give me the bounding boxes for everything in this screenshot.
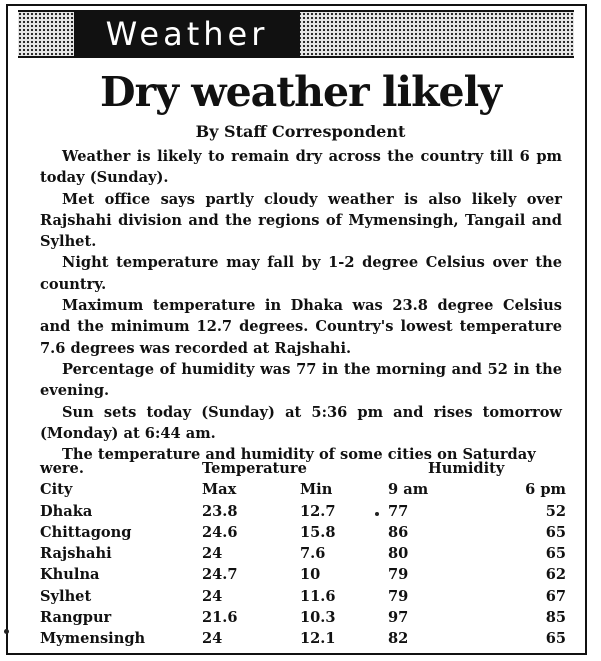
column-header: City [40, 481, 73, 499]
print-speck [4, 629, 9, 634]
city-cell: Khulna [40, 566, 100, 584]
byline: By Staff Correspondent [195, 122, 406, 141]
paragraph: Sun sets today (Sunday) at 5:36 pm and rises tomorrow (Monday) at 6:44 am. [40, 403, 562, 442]
city-cell: Mymensingh [40, 630, 146, 648]
min-cell: 12.1 [300, 630, 336, 648]
min-cell: 11.6 [300, 587, 336, 605]
pm-cell: 65 [545, 545, 566, 563]
min-cell: 12.7 [300, 502, 336, 520]
max-cell: 24 [202, 587, 223, 605]
pm-cell: 65 [545, 630, 566, 648]
article-body [40, 146, 562, 465]
table-row [40, 628, 566, 649]
paragraph: Maximum temperature in Dhaka was 23.8 degree Celsius and the minimum 12.7 degrees. Country's lowest temperature 7.6 degrees was recorded at Rajshahi. [40, 297, 562, 357]
table-row [40, 564, 566, 585]
table-row [40, 501, 566, 522]
am-cell: 77 [388, 502, 409, 520]
print-speck [375, 512, 379, 516]
table-row [40, 586, 566, 607]
city-cell: Dhaka [40, 502, 93, 520]
column-header: 9 am [388, 481, 429, 499]
column-header: Max [202, 481, 237, 499]
pm-cell: 52 [545, 502, 566, 520]
pm-cell: 85 [545, 609, 566, 627]
pm-cell: 62 [545, 566, 566, 584]
max-cell: 24 [202, 630, 223, 648]
am-cell: 82 [388, 630, 409, 648]
max-cell: 24.6 [202, 523, 238, 541]
weather-table [40, 458, 566, 650]
table-row [40, 607, 566, 628]
paragraph: The temperature and humidity of some cities on Saturday [62, 446, 536, 464]
table-group-header [40, 458, 566, 479]
city-cell: Rajshahi [40, 545, 112, 563]
max-cell: 21.6 [202, 609, 238, 627]
paragraph: Night temperature may fall by 1-2 degree Celsius over the country. [40, 254, 562, 293]
am-cell: 79 [388, 566, 409, 584]
table-header [40, 479, 566, 500]
city-cell: Chittagong [40, 523, 132, 541]
column-header: 6 pm [525, 481, 566, 499]
min-cell: 7.6 [300, 545, 326, 563]
city-cell: Sylhet [40, 587, 92, 605]
paragraph: Percentage of humidity was 77 in the morning and 52 in the evening. [40, 360, 562, 400]
am-cell: 80 [388, 545, 409, 563]
am-cell: 97 [388, 609, 409, 627]
max-cell: 24.7 [202, 566, 238, 584]
max-cell: 23.8 [202, 502, 238, 520]
table-row [40, 543, 566, 564]
min-cell: 10.3 [300, 609, 336, 627]
section-banner [18, 10, 574, 58]
headline: Dry weather likely [100, 68, 501, 116]
pm-cell: 67 [545, 587, 566, 605]
min-cell: 10 [300, 566, 321, 584]
temperature-group-label: Temperature [202, 460, 307, 477]
city-cell: Rangpur [40, 609, 112, 627]
table-row [40, 522, 566, 543]
pm-cell: 65 [545, 523, 566, 541]
table-intro: were. [40, 460, 84, 477]
section-label: Weather [74, 12, 300, 56]
paragraph: Weather is likely to remain dry across the country till 6 pm today (Sunday). [40, 148, 562, 187]
am-cell: 86 [388, 523, 409, 541]
max-cell: 24 [202, 545, 223, 563]
humidity-group-label: Humidity [428, 460, 505, 477]
min-cell: 15.8 [300, 523, 336, 541]
column-header: Min [300, 481, 333, 499]
am-cell: 79 [388, 587, 409, 605]
paragraph: Met office says partly cloudy weather is also likely over Rajshahi division and the regions of Mymensingh, Tangail and Sylhet. [40, 190, 562, 251]
